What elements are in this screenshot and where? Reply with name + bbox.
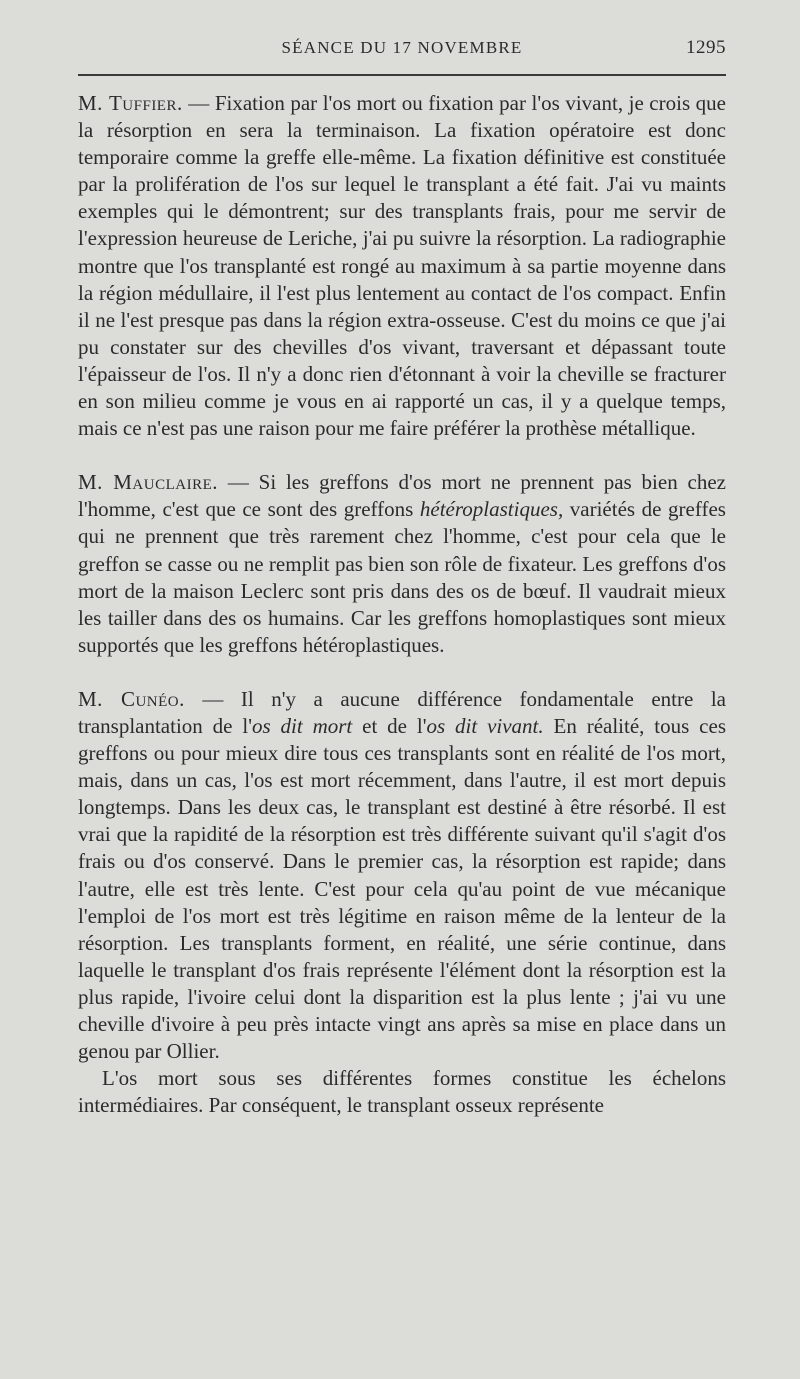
- paragraph-tuffier: [78, 90, 726, 442]
- speaker-prefix: M.: [78, 91, 109, 115]
- header-rule: [78, 74, 726, 76]
- speaker-mauclaire: [78, 470, 218, 494]
- paragraph-text-2: et de l': [352, 713, 427, 738]
- paragraph-italic: hétéroplastiques,: [419, 497, 564, 522]
- speaker-name: Tuffier.: [108, 91, 183, 115]
- speaker-prefix: M.: [78, 470, 114, 495]
- speaker-name: Mauclaire.: [113, 470, 218, 495]
- paragraph-continuation: [78, 1065, 726, 1119]
- speaker-prefix: M.: [78, 686, 121, 711]
- paragraph-cuneo: [78, 686, 726, 1065]
- speaker-tuffier: [78, 91, 183, 115]
- speaker-name: Cunéo.: [120, 686, 185, 711]
- paragraph-text: L'os mort sous ses différentes formes constitue les échelons intermédiaires. Par conséquent, le transplant osseux représente: [78, 1066, 726, 1118]
- paragraph-text-3: En réalité, tous ces greffons ou pour mieux dire tous ces transplants sont en réalité de l'os mort, mais, dans un cas, l'os est mort récemment, dans l'autre, il est mort depuis longtemps. Dans les deux cas, le transplant est destiné à être résorbé. Il est vrai que la rapidité de la résorption est très différente suivant qu'il s'agit d'os frais ou d'os conservé. Dans le premier cas, la résorption est rapide; dans l'autre, elle est très lente. C'est pour cela qu'au point de vue mécanique l'emploi de l'os mort est très légitime en raison même de la lenteur de la résorption. Les transplants forment, en réalité, une série continue, dans laquelle le transplant d'os frais représente l'élément dont la résorption est la plus rapide, l'ivoire celui dont la disparition est la plus lente ; j'ai vu une cheville d'ivoire à peu près intacte vingt ans après sa mise en place dans un genou par Ollier.: [78, 713, 726, 1064]
- running-head: [78, 34, 726, 60]
- paragraph-text-before: — Si les greffons d'os mort ne prennent pas bien chez l'homme, c'est que ce sont des greffons: [78, 470, 726, 522]
- paragraph-text-after: variétés de greffes qui ne prennent que très rarement chez l'homme, c'est pour cela que le greffon se casse ou ne remplit pas bien son rôle de fixateur. Les greffons d'os mort de la maison Leclerc sont pris dans des os de bœuf. Il vaudrait mieux les tailler dans des os humains. Car les greffons homoplastiques sont mieux supportés que les greffons hétéroplastiques.: [78, 497, 726, 657]
- speaker-cuneo: [78, 687, 185, 711]
- paragraph-text: — Fixation par l'os mort ou fixation par l'os vivant, je crois que la résorption en sera la terminaison. La fixation opératoire est donc temporaire comme la greffe elle-même. La fixation définitive est constituée par la prolifération de l'os sur lequel le transplant a été fait. J'ai vu maints exemples qui le démontrent; sur des transplants frais, pour me servir de l'expression heureuse de Leriche, j'ai pu suivre la résorption. La radiographie montre que l'os transplanté est rongé au maximum à sa partie moyenne dans la région médullaire, il l'est plus lentement au contact de l'os compact. Enfin il ne l'est presque pas dans la région extra-osseuse. C'est du moins ce que j'ai pu constater sur des chevilles d'os vivant, traversant et dépassant toute l'épaisseur de l'os. Il n'y a donc rien d'étonnant à voir la cheville se fracturer en son milieu comme je vous en ai rapporté un cas, il y a quelque temps, mais ce n'est pas une raison pour me faire préférer la prothèse métallique.: [78, 91, 726, 441]
- paragraph-mauclaire: [78, 469, 726, 659]
- page-number: 1295: [686, 37, 726, 58]
- paragraph-italic-1: os dit mort: [252, 713, 353, 738]
- paragraph-italic-2: os dit vivant.: [426, 713, 544, 738]
- paragraph-text-1: — Il n'y a aucune différence fondamentale entre la transplantation de l': [78, 686, 726, 738]
- running-head-title: SÉANCE DU 17 NOVEMBRE: [281, 38, 523, 57]
